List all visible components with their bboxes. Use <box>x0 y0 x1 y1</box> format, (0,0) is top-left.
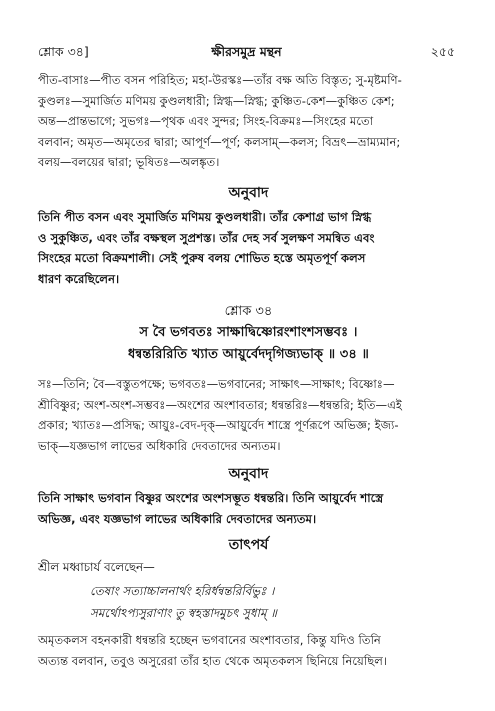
sanskrit-verse <box>38 322 459 366</box>
synonyms-verse <box>38 374 459 456</box>
purport-text <box>38 630 459 671</box>
translation-text <box>38 488 459 529</box>
quote-line: তেষাং সত্যাচ্চালনার্থং হরির্ধন্বন্তরির্বিভুঃ । <box>90 584 275 598</box>
verse-line: ধন্বন্তরিরিতি খ্যাত আয়ুর্বেদদৃগিজ্যভাক্ ॥ ৩৪ ॥ <box>128 347 369 362</box>
translation-heading: অনুবাদ <box>228 466 269 482</box>
translation-heading: অনুবাদ <box>228 185 269 201</box>
translation-line: তিনি পীত বসন এবং সুমার্জিত মণিময় কুণ্ডলধারী। তাঁর কেশাগ্র ভাগ স্নিগ্ধ <box>38 210 372 224</box>
translation-text <box>38 207 459 289</box>
purport-quote <box>90 580 460 624</box>
page-number: ২৫৫ <box>430 44 455 59</box>
purport-heading: তাৎপর্য <box>228 537 269 553</box>
synonym-line: সঃ—তিনি; বৈ—বস্তুতপক্ষে; ভগবতঃ—ভগবানের; সাক্ষাৎ—সাক্ষাৎ; বিষ্ণোঃ— <box>38 377 395 391</box>
synonym-line: অন্ত—প্রান্তভাগে; সুভগঃ—পৃথক এবং সুন্দর; সিংহ-বিক্রমঃ—সিংহের মতো <box>38 114 374 128</box>
synonym-line: ভাক্—যজ্ঞভাগ লাভের অধিকারি দেবতাদের অন্যতম। <box>38 438 281 453</box>
translation-line: ও সুকুঞ্চিত, এবং তাঁর বক্ষস্থল সুপ্রশস্ত। তাঁর দেহ সর্ব সুলক্ষণ সমন্বিত এবং <box>38 230 375 245</box>
translation-line: সিংহের মতো বিক্রমশালী। সেই পুরুষ বলয় শোভিত হস্তে অমৃতপূর্ণ কলস <box>38 251 366 265</box>
purport-intro: শ্রীল মধ্বাচার্য বলেছেন— <box>38 560 155 574</box>
running-title: ক্ষীরসমুদ্র মন্থন <box>211 44 282 59</box>
translation-line: তিনি সাক্ষাৎ ভগবান বিষ্ণুর অংশের অংশসম্ভূত ধন্বন্তরি। তিনি আয়ুর্বেদ শাস্ত্রে <box>38 491 384 505</box>
synonym-line: প্রকার; খ্যাতঃ—প্রসিদ্ধ; আয়ুঃ-বেদ-দৃক্—আয়ুর্বেদ শাস্ত্রে পূর্ণরূপে অভিজ্ঞ; ইজ্য- <box>38 418 399 432</box>
purport-line: অত্যন্ত বলবান, তবুও অসুরেরা তাঁর হাত থেকে অমৃতকলস ছিনিয়ে নিয়েছিল। <box>38 653 388 668</box>
verse-number: শ্লোক ৩৪ <box>224 304 273 319</box>
synonym-line: পীত-বাসাঃ—পীত বসন পরিহিত; মহা-উরস্কঃ—তাঁর বক্ষ অতি বিস্তৃত; সু-মৃষ্টমণি- <box>38 73 402 87</box>
synonym-line: বলবান; অমৃত—অমৃতের দ্বারা; আপূর্ণ—পূর্ণ; কলসাম্—কলস; বিভ্রৎ—ভ্রাম্যমান; <box>38 134 401 149</box>
translation-line: অভিজ্ঞ, এবং যজ্ঞভাগ লাভের অধিকারি দেবতাদের অন্যতম। <box>38 511 317 526</box>
page-header <box>38 44 455 66</box>
quote-line: সমর্থোঽপ্যসুরাণাং তু স্বহস্তাদমুচৎ সুধাম্ ॥ <box>90 606 277 620</box>
purport-line: অমৃতকলস বহনকারী ধন্বন্তরি হচ্ছেন ভগবানের অংশাবতার, কিন্তু যদিও তিনি <box>38 633 381 647</box>
synonym-line: কুণ্ডলঃ—সুমার্জিত মণিময় কুণ্ডলধারী; স্নিগ্ধ—স্নিগ্ধ; কুঞ্চিত-কেশ—কুঞ্চিত কেশ; <box>38 93 395 108</box>
synonym-line: শ্রীবিষ্ণুর; অংশ-অংশ-সম্ভবঃ—অংশের অংশাবতার; ধন্বন্তরিঃ—ধন্বন্তরি; ইতি—এই <box>38 397 402 412</box>
verse-line: স বৈ ভগবতঃ সাক্ষাদ্বিষ্ণোরংশাংশসম্ভবঃ । <box>139 325 358 340</box>
translation-line: ধারণ করেছিলেন। <box>38 271 120 286</box>
synonym-line: বলয়—বলয়ের দ্বারা; ভূষিতঃ—অলঙ্কৃত। <box>38 155 220 169</box>
synonyms-top <box>38 70 459 173</box>
verse-reference: শ্লোক ৩৪] <box>38 44 89 59</box>
